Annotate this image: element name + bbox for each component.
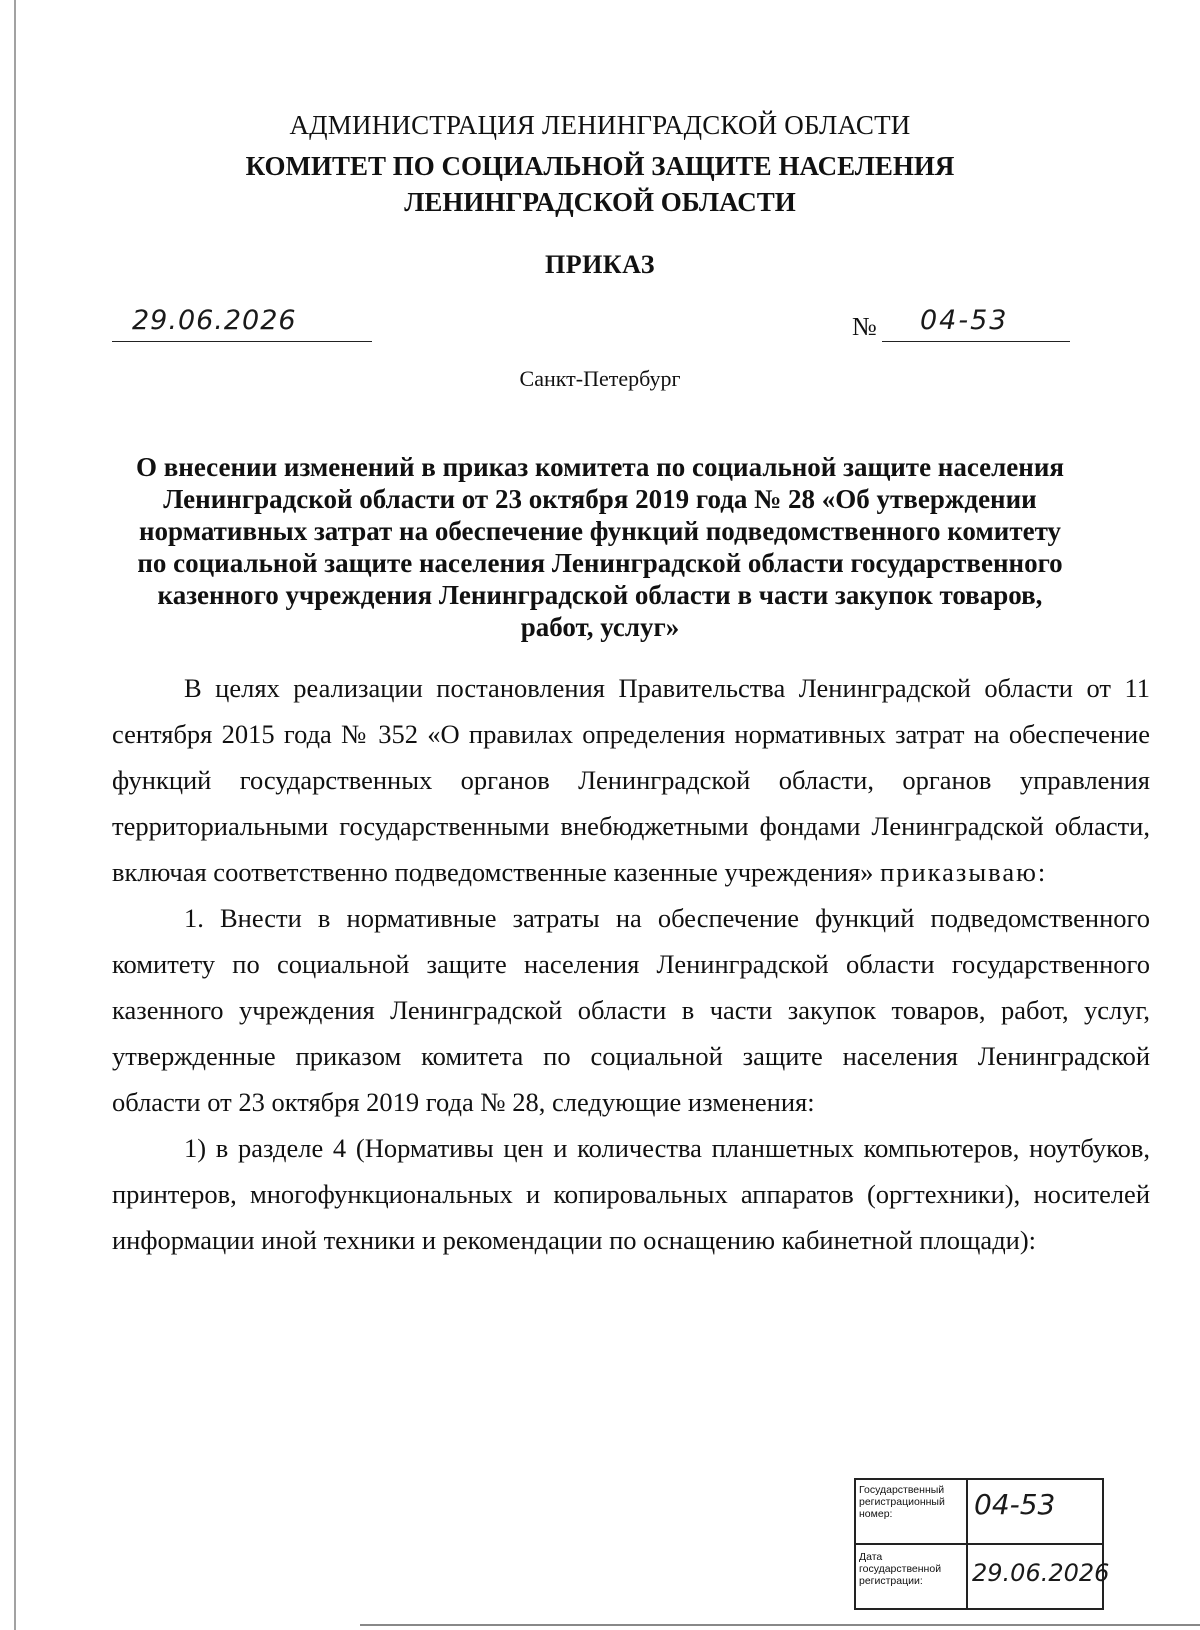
order-date-value: 29.06.2026 [132, 305, 297, 336]
document-body [112, 665, 1150, 1263]
order-number-sign: № [852, 312, 877, 341]
document-title: О внесении изменений в приказ комитета по социальной защите населения Ленинградской области от 23 октября 2019 года № 28 «Об утверждении нормативных затрат на обеспечение функций подведомственного комитету по социальной защите населения Ленинградской области государственного казенного учреждения Ленинградской области в части закупок товаров, работ, услуг» [135, 452, 1065, 642]
scan-edge-mark [14, 0, 16, 1630]
preamble-paragraph [112, 665, 1150, 895]
city-label: Санкт-Петербург [519, 366, 681, 391]
header-committee-line2: ЛЕНИНГРАДСКОЙ ОБЛАСТИ [404, 187, 796, 217]
preamble-text: В целях реализации постановления Правительства Ленинградской области от 11 сентября 2015 года № 352 «О правилах определения нормативных затрат на обеспечение функций государственных органов Ленинградской области, органов управления территориальными государственными внебюджетными фондами Ленинградской области, включая соответственно подведомственные казенные учреждения» [112, 673, 1150, 887]
registration-date-value: 29.06.2026 [972, 1559, 1110, 1587]
header-organization: АДМИНИСТРАЦИЯ ЛЕНИНГРАДСКОЙ ОБЛАСТИ [289, 110, 911, 140]
scan-bottom-line [360, 1624, 1200, 1626]
registration-stamp [854, 1478, 1110, 1610]
document-type: ПРИКАЗ [544, 250, 656, 279]
order-word: приказываю: [880, 857, 1048, 887]
order-number-field [882, 305, 1070, 342]
order-date-field [112, 305, 372, 342]
registration-number-value: 04-53 [974, 1488, 1056, 1521]
header-committee [0, 148, 1200, 220]
header-committee-line1: КОМИТЕТ ПО СОЦИАЛЬНОЙ ЗАЩИТЕ НАСЕЛЕНИЯ [245, 151, 955, 181]
registration-divider [966, 1480, 968, 1608]
registration-date-label: Дата государственной регистрации: [859, 1551, 942, 1587]
subitem-1-paragraph: 1) в разделе 4 (Нормативы цен и количества планшетных компьютеров, ноутбуков, принтеров, многофункциональных и копировальных аппаратов (оргтехники), носителей информации иной техники и рекомендации по оснащению кабинетной площади): [112, 1133, 1150, 1255]
order-number-value: 04-53 [920, 305, 1009, 336]
registration-number-label: Государственный регистрационный номер: [859, 1484, 945, 1520]
registration-date-row [856, 1545, 1110, 1608]
item-1-paragraph: 1. Внести в нормативные затраты на обеспечение функций подведомственного комитету по социальной защите населения Ленинградской области государственного казенного учреждения Ленинградской области в части закупок товаров, работ, услуг, утвержденные приказом комитета по социальной защите населения Ленинградской области от 23 октября 2019 года № 28, следующие изменения: [112, 903, 1150, 1117]
registration-number-row [856, 1480, 1102, 1545]
